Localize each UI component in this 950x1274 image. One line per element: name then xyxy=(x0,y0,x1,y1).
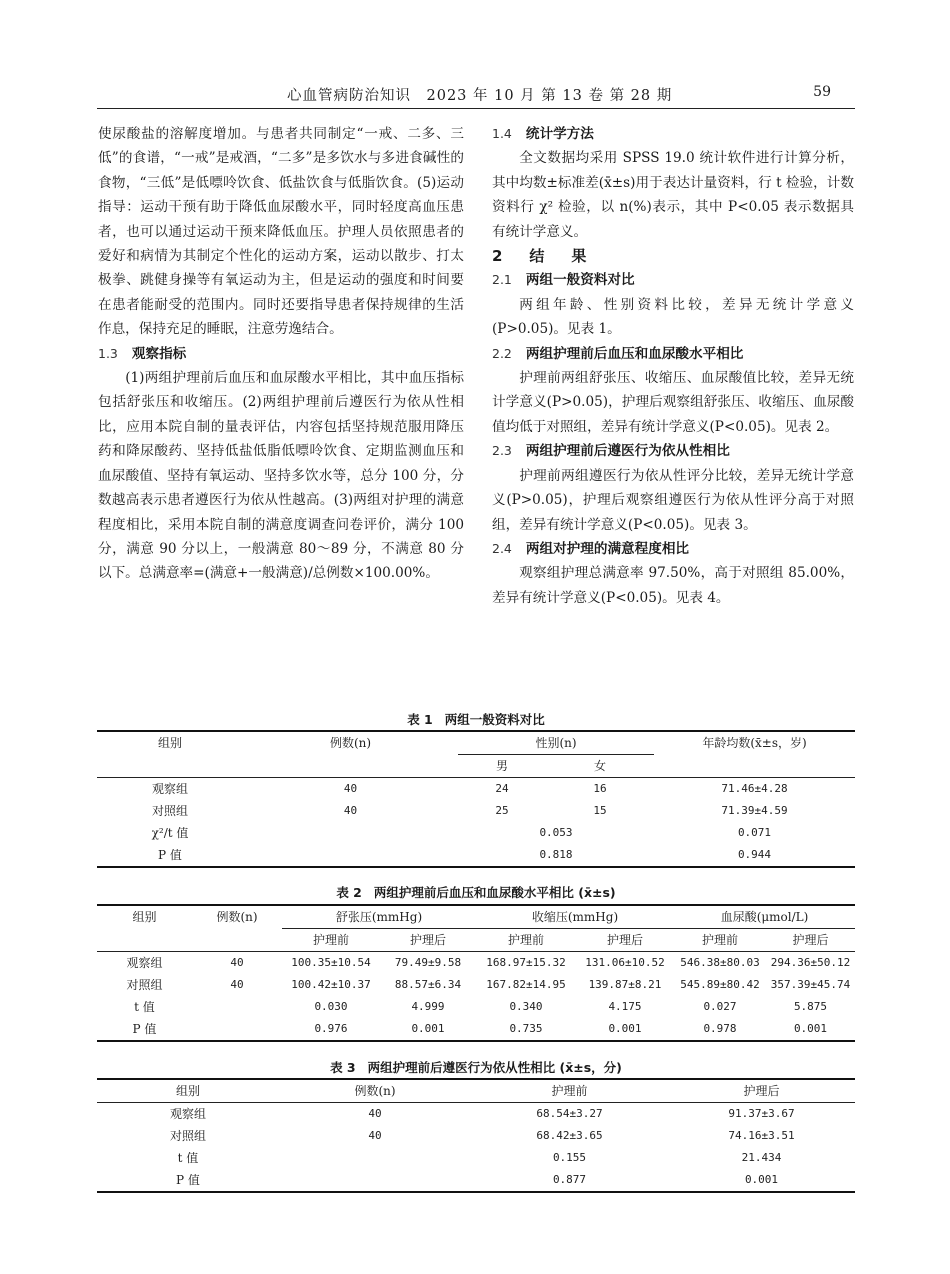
journal-title: 心血管病防治知识 2023 年 10 月 第 13 卷 第 28 期 xyxy=(287,88,673,104)
table-cell: 0.071 xyxy=(737,826,772,839)
section-heading xyxy=(492,342,854,366)
table-row xyxy=(97,844,855,867)
table-cell: 0.030 xyxy=(314,1000,348,1013)
header-cell: 组别 xyxy=(175,1084,200,1098)
section-number: 1.4 xyxy=(492,126,512,141)
table-cell: 74.16±3.51 xyxy=(728,1129,795,1142)
table-row xyxy=(97,1169,855,1192)
table2-caption xyxy=(97,883,855,901)
table-label: 表 2 xyxy=(336,885,362,900)
table-cell: 0.978 xyxy=(703,1022,737,1035)
table-cell: t 值 xyxy=(177,1151,199,1165)
table-cell: 0.944 xyxy=(737,848,772,861)
table-row xyxy=(97,778,855,801)
table-cell: 对照组 xyxy=(151,804,188,818)
page-number: 59 xyxy=(813,84,831,100)
section-number: 1.3 xyxy=(98,345,118,361)
header-cell: 护理前 xyxy=(551,1084,588,1098)
table-cell: 观察组 xyxy=(126,956,163,970)
table-row xyxy=(97,1147,855,1169)
table-cell: 对照组 xyxy=(126,978,163,992)
table-title: 两组护理前后遵医行为依从性相比 (x̄±s，分) xyxy=(367,1060,622,1075)
table-row xyxy=(97,1125,855,1147)
section-title: 统计学方法 xyxy=(525,126,594,142)
table-label: 表 3 xyxy=(330,1060,356,1075)
right-column xyxy=(492,122,854,610)
table-cell: 0.001 xyxy=(608,1022,642,1035)
table-cell: 294.36±50.12 xyxy=(770,956,851,969)
table1 xyxy=(97,730,855,868)
table-cell: P 值 xyxy=(176,1173,200,1187)
header-cell: 护理后 xyxy=(606,933,643,947)
table2 xyxy=(97,904,855,1042)
table-cell: 0.976 xyxy=(314,1022,348,1035)
table-title: 两组一般资料对比 xyxy=(444,712,545,727)
table-cell: 5.875 xyxy=(793,1000,828,1013)
table-cell: 100.42±10.37 xyxy=(291,978,371,991)
table-row xyxy=(97,952,855,975)
header-cell: 性别(n) xyxy=(458,731,654,755)
table-cell: 545.89±80.42 xyxy=(680,978,760,991)
table-title: 两组护理前后血压和血尿酸水平相比 (x̄±s) xyxy=(373,885,616,900)
table1-caption xyxy=(97,710,855,728)
header-cell: 例数(n) xyxy=(216,910,258,924)
running-header xyxy=(97,84,855,109)
table-cell: 68.54±3.27 xyxy=(536,1107,603,1120)
header-cell: 组别 xyxy=(132,910,157,924)
section-number: 2.3 xyxy=(492,443,512,459)
table-cell: P 值 xyxy=(132,1022,157,1036)
table-cell: 91.37±3.67 xyxy=(728,1107,795,1120)
table-cell: 16 xyxy=(593,782,607,795)
table-row xyxy=(97,1018,855,1041)
table-cell: 167.82±14.95 xyxy=(486,978,566,991)
table-cell: 40 xyxy=(343,804,358,817)
header-cell: 组别 xyxy=(157,736,182,750)
table-cell: 15 xyxy=(593,804,607,817)
section-heading xyxy=(492,268,854,292)
section-heading xyxy=(98,342,464,366)
table-cell: P 值 xyxy=(158,848,182,862)
section-title: 两组一般资料对比 xyxy=(525,272,635,289)
table3 xyxy=(97,1078,855,1193)
table-cell: 0.735 xyxy=(509,1022,543,1035)
table-cell: 0.027 xyxy=(703,1000,737,1013)
table-cell: 观察组 xyxy=(169,1107,206,1121)
header-cell: 护理前 xyxy=(701,933,738,947)
table-cell: 0.053 xyxy=(539,826,573,839)
section-title: 两组护理前后遵医行为依从性相比 xyxy=(525,443,730,460)
paragraph: 观察组护理总满意率 97.50%，高于对照组 85.00%，差异有统计学意义(P<0.05)。见表 4。 xyxy=(492,565,854,606)
table-cell: 131.06±10.52 xyxy=(585,956,665,969)
left-column xyxy=(98,122,464,586)
table-cell xyxy=(192,1018,282,1041)
table-cell: 0.818 xyxy=(539,848,573,861)
header-cell: 舒张压(mmHg) xyxy=(282,905,476,929)
table-cell: 0.001 xyxy=(744,1173,779,1186)
header-cell: 护理前 xyxy=(312,933,349,947)
table-label: 表 1 xyxy=(407,712,433,727)
table-row xyxy=(97,996,855,1018)
table-row xyxy=(97,822,855,844)
table-row xyxy=(97,800,855,822)
table-cell: 100.35±10.54 xyxy=(291,956,371,969)
header-cell: 例数(n) xyxy=(354,1084,396,1098)
section-title: 观察指标 xyxy=(131,345,187,362)
table-cell: 40 xyxy=(230,978,244,991)
paragraph: 护理前两组舒张压、收缩压、血尿酸值比较，差异无统计学意义(P>0.05)，护理后观察组舒张压、收缩压、血尿酸值均低于对照组，差异有统计学意义(P<0.05)。见表 2。 xyxy=(492,370,854,435)
table-row xyxy=(97,1103,855,1126)
table-cell: 168.97±15.32 xyxy=(486,956,566,969)
table-cell: 40 xyxy=(368,1107,382,1120)
table-cell: 139.87±8.21 xyxy=(588,978,662,991)
table-row xyxy=(97,974,855,996)
table-cell: 0.001 xyxy=(793,1022,828,1035)
table-cell: 88.57±6.34 xyxy=(394,978,462,991)
results-heading: 2 结 果 xyxy=(492,247,593,266)
table-cell: 0.340 xyxy=(509,1000,543,1013)
table-cell: 40 xyxy=(230,956,244,969)
paragraph: 两组年龄、性别资料比较，差异无统计学意义(P>0.05)。见表 1。 xyxy=(492,296,854,338)
paragraph: (1)两组护理前后血压和血尿酸水平相比，其中血压指标包括舒张压和收缩压。(2)两组护理前后遵医行为依从性相比，应用本院自制的量表评估，内容包括坚持规范服用降压药和降尿酸药、坚持低盐低脂低嘌呤饮食、定期监测血压和血尿酸值、坚持有氧运动、坚持多饮水等，总分 100 分，分数越高表示患者遵医行为依从性越高。(3)两组对护理的满意程度相比，采用本院自制的满意度调查问卷评价，满分 100 分，满意 90 分以上，一般满意 80～89 分，不满意 80 分以下。总满意率=(满意+一般满意)/总例数×100.00%。 xyxy=(98,370,464,582)
section-title: 两组对护理的满意程度相比 xyxy=(525,540,690,557)
table-cell: 0.877 xyxy=(552,1173,587,1186)
table-cell: 0.155 xyxy=(552,1151,587,1164)
table-cell: 25 xyxy=(495,804,509,817)
section-number: 2.1 xyxy=(492,272,512,288)
header-cell: 例数(n) xyxy=(329,736,372,750)
table-cell: 21.434 xyxy=(741,1151,782,1164)
table-cell: 71.46±4.28 xyxy=(721,782,788,795)
header-cell: 护理后 xyxy=(409,933,446,947)
table-cell: 71.39±4.59 xyxy=(721,804,788,817)
table-cell: χ²/t 值 xyxy=(151,826,189,840)
section-heading xyxy=(492,439,854,463)
table-cell: 对照组 xyxy=(169,1129,206,1143)
header-cell: 护理前 xyxy=(507,933,544,947)
header-cell: 血尿酸(μmol/L) xyxy=(674,905,855,929)
table-cell: t 值 xyxy=(134,1000,155,1014)
paragraph: 使尿酸盐的溶解度增加。与患者共同制定“一戒、二多、三低”的食谱，“一戒”是戒酒，“二多”是多饮水与多进食碱性的食物，“三低”是低嘌呤饮食、低盐饮食与低脂饮食。(5)运动指导：运动干预有助于降低血尿酸水平，同时轻度高血压患者，也可以通过运动干预来降低血压。护理人员依照患者的爱好和病情为其制定个性化的运动方案，运动以散步、打太极拳、跳健身操等有氧运动为主，但是运动的强度和时间要在患者能耐受的范围内。同时还要指导患者保持规律的生活作息，保持充足的睡眠，注意劳逸结合。 xyxy=(98,126,464,338)
table-cell xyxy=(279,1147,471,1169)
table-cell: 0.001 xyxy=(411,1022,445,1035)
header-cell: 年龄均数(x̄±s，岁) xyxy=(702,736,807,750)
header-cell: 收缩压(mmHg) xyxy=(476,905,674,929)
table-cell: 79.49±9.58 xyxy=(394,956,462,969)
table-cell: 68.42±3.65 xyxy=(536,1129,603,1142)
table-cell xyxy=(279,1169,471,1192)
paragraph: 全文数据均采用 SPSS 19.0 统计软件进行计算分析，其中均数±标准差(x̄±s)用于表达计量资料，行 t 检验，计数资料行 χ² 检验，以 n(%)表示，其中 P<0.05 表示数据具有统计学意义。 xyxy=(492,150,854,240)
header-cell: 女 xyxy=(593,759,606,773)
table-cell: 观察组 xyxy=(151,782,188,796)
section-heading xyxy=(492,122,854,146)
table3-caption xyxy=(97,1058,855,1076)
table-cell: 546.38±80.03 xyxy=(680,956,760,969)
section-title: 两组护理前后血压和血尿酸水平相比 xyxy=(525,345,744,362)
section-number: 2.2 xyxy=(492,345,512,361)
table-cell xyxy=(192,996,282,1018)
table-cell: 4.175 xyxy=(608,1000,642,1013)
header-cell: 护理后 xyxy=(792,933,829,947)
table-cell: 40 xyxy=(343,782,358,795)
paragraph: 护理前两组遵医行为依从性评分比较，差异无统计学意义(P>0.05)，护理后观察组遵医行为依从性评分高于对照组，差异有统计学意义(P<0.05)。见表 3。 xyxy=(492,467,854,533)
table-cell: 357.39±45.74 xyxy=(770,978,851,991)
header-cell: 护理后 xyxy=(743,1084,780,1098)
section-number: 2.4 xyxy=(492,540,512,556)
section-heading xyxy=(492,537,854,561)
header-cell: 男 xyxy=(495,759,508,773)
table-cell: 40 xyxy=(368,1129,382,1142)
table-cell: 4.999 xyxy=(411,1000,445,1013)
table-cell: 24 xyxy=(495,782,509,795)
